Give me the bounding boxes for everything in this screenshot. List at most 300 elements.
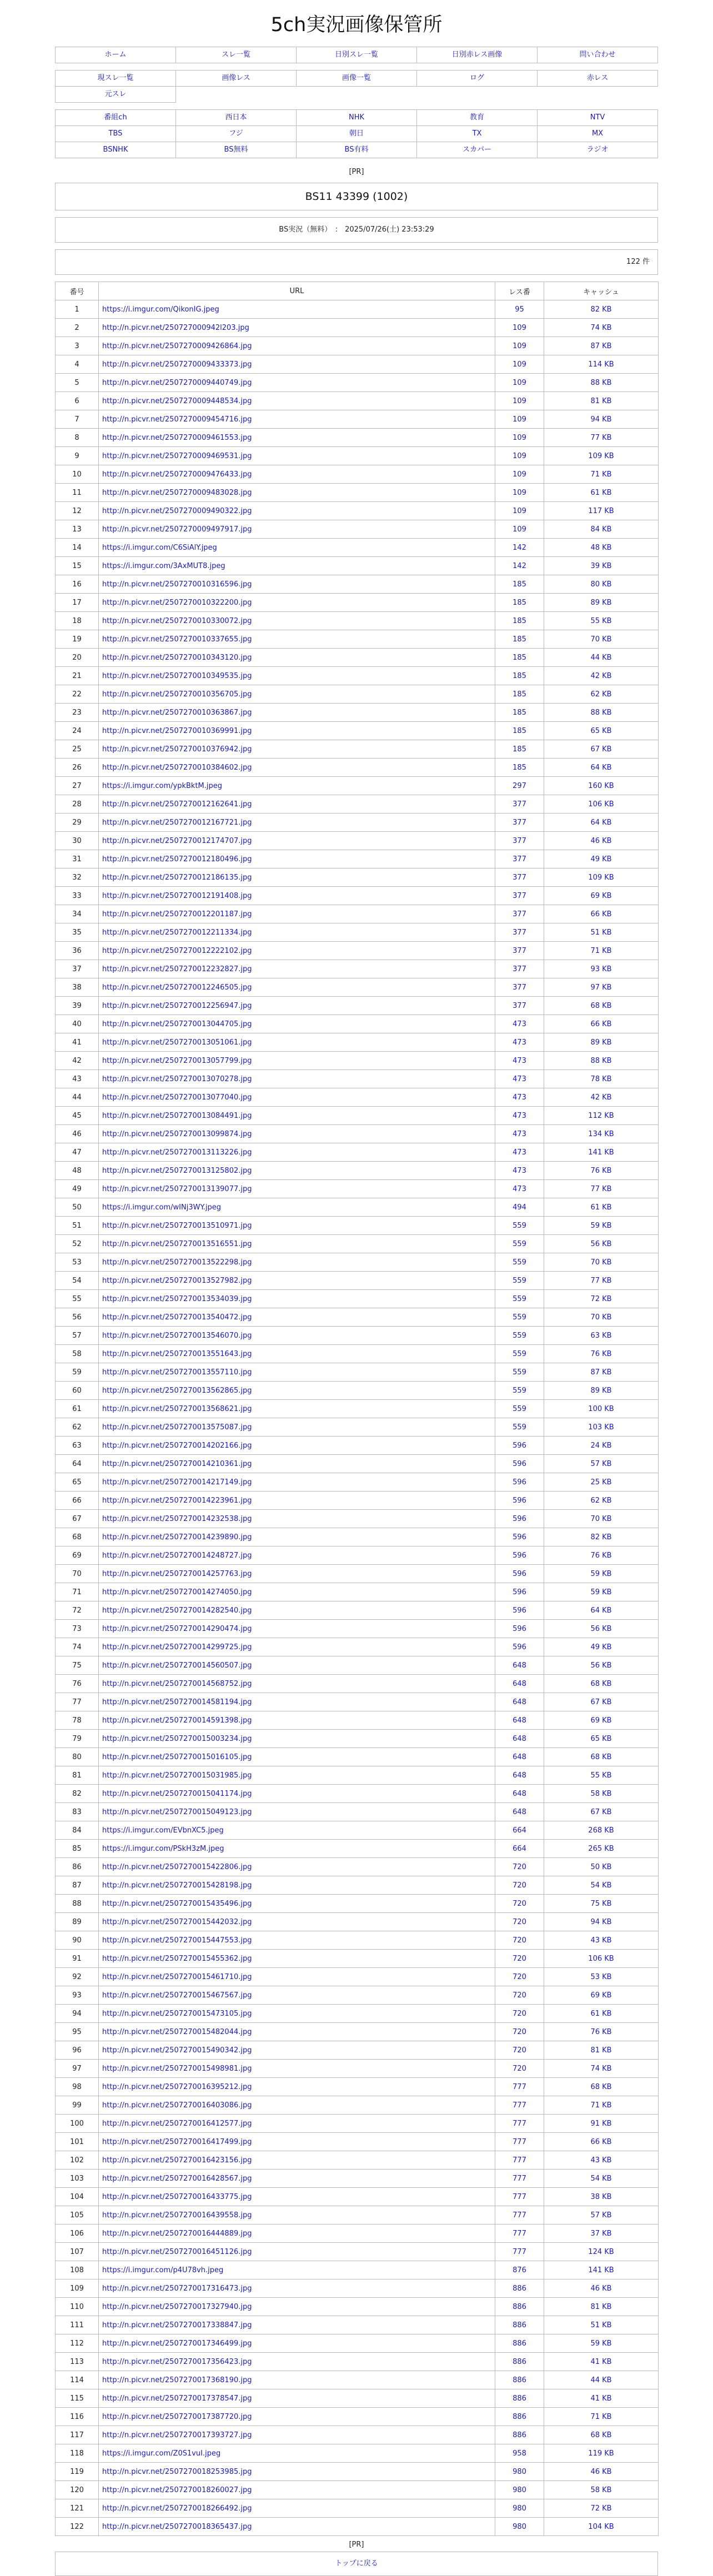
row-res-number[interactable]: 559 bbox=[495, 1400, 544, 1418]
row-cache-size[interactable]: 56 KB bbox=[544, 1656, 659, 1675]
row-cache-size[interactable]: 91 KB bbox=[544, 2115, 659, 2133]
row-res-number[interactable]: 777 bbox=[495, 2225, 544, 2243]
row-cache-size[interactable]: 46 KB bbox=[544, 2463, 659, 2481]
row-cache-size[interactable]: 104 KB bbox=[544, 2518, 659, 2536]
row-cache-size[interactable]: 65 KB bbox=[544, 722, 659, 740]
row-cache-size[interactable]: 81 KB bbox=[544, 2298, 659, 2316]
image-url-link[interactable]: http://n.picvr.net/2507270013057799.jpg bbox=[102, 1056, 252, 1065]
row-res-number[interactable]: 720 bbox=[495, 1950, 544, 1968]
row-cache-size[interactable]: 78 KB bbox=[544, 1070, 659, 1088]
image-url-link[interactable]: http://n.picvr.net/2507270013568621.jpg bbox=[102, 1404, 252, 1413]
row-res-number[interactable]: 648 bbox=[495, 1748, 544, 1766]
image-url-link[interactable]: http://n.picvr.net/2507270016428567.jpg bbox=[102, 2174, 252, 2183]
row-res-number[interactable]: 109 bbox=[495, 374, 544, 392]
row-res-number[interactable]: 142 bbox=[495, 539, 544, 557]
image-url-link[interactable]: http://n.picvr.net/2507270009497917.jpg bbox=[102, 525, 252, 534]
row-res-number[interactable]: 980 bbox=[495, 2463, 544, 2481]
row-cache-size[interactable]: 71 KB bbox=[544, 942, 659, 960]
row-cache-size[interactable]: 62 KB bbox=[544, 685, 659, 704]
row-res-number[interactable]: 777 bbox=[495, 2133, 544, 2151]
row-res-number[interactable]: 559 bbox=[495, 1235, 544, 1253]
row-cache-size[interactable]: 68 KB bbox=[544, 2078, 659, 2096]
row-res-number[interactable]: 596 bbox=[495, 1455, 544, 1473]
row-cache-size[interactable]: 77 KB bbox=[544, 429, 659, 447]
row-res-number[interactable]: 185 bbox=[495, 740, 544, 759]
row-res-number[interactable]: 777 bbox=[495, 2188, 544, 2206]
row-res-number[interactable]: 109 bbox=[495, 429, 544, 447]
row-cache-size[interactable]: 109 KB bbox=[544, 447, 659, 465]
image-url-link[interactable]: http://n.picvr.net/2507270012246505.jpg bbox=[102, 983, 252, 992]
row-res-number[interactable]: 720 bbox=[495, 1876, 544, 1895]
image-url-link[interactable]: http://n.picvr.net/2507270017316473.jpg bbox=[102, 2284, 252, 2293]
row-res-number[interactable]: 777 bbox=[495, 2206, 544, 2225]
row-res-number[interactable]: 886 bbox=[495, 2279, 544, 2298]
image-url-link[interactable]: http://n.picvr.net/2507270015016105.jpg bbox=[102, 1753, 252, 1761]
image-url-link[interactable]: http://n.picvr.net/2507270013557110.jpg bbox=[102, 1368, 252, 1377]
image-url-link[interactable]: http://n.picvr.net/2507270014202166.jpg bbox=[102, 1441, 252, 1450]
image-url-link[interactable]: http://n.picvr.net/2507270015031985.jpg bbox=[102, 1771, 252, 1780]
image-url-link[interactable]: http://n.picvr.net/2507270013077040.jpg bbox=[102, 1093, 252, 1102]
channel-link[interactable]: 教育 bbox=[417, 110, 538, 126]
image-url-link[interactable]: http://n.picvr.net/2507270012256947.jpg bbox=[102, 1001, 252, 1010]
row-cache-size[interactable]: 71 KB bbox=[544, 465, 659, 484]
row-res-number[interactable]: 185 bbox=[495, 594, 544, 612]
row-cache-size[interactable]: 68 KB bbox=[544, 1748, 659, 1766]
image-url-link[interactable]: http://n.picvr.net/2507270014248727.jpg bbox=[102, 1551, 252, 1560]
row-res-number[interactable]: 648 bbox=[495, 1766, 544, 1785]
row-res-number[interactable]: 559 bbox=[495, 1382, 544, 1400]
row-cache-size[interactable]: 89 KB bbox=[544, 594, 659, 612]
row-res-number[interactable]: 886 bbox=[495, 2389, 544, 2408]
image-url-link[interactable]: http://n.picvr.net/2507270013575087.jpg bbox=[102, 1423, 252, 1432]
image-url-link[interactable]: http://n.picvr.net/2507270013562865.jpg bbox=[102, 1386, 252, 1395]
image-url-link[interactable]: http://n.picvr.net/2507270013139077.jpg bbox=[102, 1184, 252, 1193]
image-url-link[interactable]: http://n.picvr.net/2507270017338847.jpg bbox=[102, 2321, 252, 2329]
image-url-link[interactable]: http://n.picvr.net/2507270015447553.jpg bbox=[102, 1936, 252, 1945]
image-url-link[interactable]: http://n.picvr.net/2507270014257763.jpg bbox=[102, 1569, 252, 1578]
row-res-number[interactable]: 648 bbox=[495, 1675, 544, 1693]
image-url-link[interactable]: http://n.picvr.net/2507270010376942.jpg bbox=[102, 745, 252, 754]
image-url-link[interactable]: http://n.picvr.net/2507270010316596.jpg bbox=[102, 580, 252, 589]
row-cache-size[interactable]: 106 KB bbox=[544, 795, 659, 814]
row-cache-size[interactable]: 89 KB bbox=[544, 1033, 659, 1052]
image-url-link[interactable]: http://n.picvr.net/2507270009440749.jpg bbox=[102, 378, 252, 387]
row-cache-size[interactable]: 25 KB bbox=[544, 1473, 659, 1492]
row-cache-size[interactable]: 53 KB bbox=[544, 1968, 659, 1986]
image-url-link[interactable]: http://n.picvr.net/2507270016433775.jpg bbox=[102, 2192, 252, 2201]
image-url-link[interactable]: https://i.imgur.com/C6SiAlY.jpeg bbox=[102, 543, 217, 552]
row-res-number[interactable]: 980 bbox=[495, 2499, 544, 2518]
row-res-number[interactable]: 473 bbox=[495, 1070, 544, 1088]
row-cache-size[interactable]: 59 KB bbox=[544, 1565, 659, 1583]
row-cache-size[interactable]: 58 KB bbox=[544, 2481, 659, 2499]
row-cache-size[interactable]: 67 KB bbox=[544, 1693, 659, 1711]
image-url-link[interactable]: http://n.picvr.net/2507270015442032.jpg bbox=[102, 1917, 252, 1926]
row-res-number[interactable]: 377 bbox=[495, 850, 544, 868]
row-cache-size[interactable]: 141 KB bbox=[544, 1143, 659, 1162]
row-cache-size[interactable]: 88 KB bbox=[544, 374, 659, 392]
row-cache-size[interactable]: 109 KB bbox=[544, 868, 659, 887]
row-res-number[interactable]: 720 bbox=[495, 2023, 544, 2041]
row-cache-size[interactable]: 119 KB bbox=[544, 2444, 659, 2463]
image-url-link[interactable]: http://n.picvr.net/2507270012191408.jpg bbox=[102, 891, 252, 900]
row-res-number[interactable]: 473 bbox=[495, 1088, 544, 1107]
row-cache-size[interactable]: 46 KB bbox=[544, 832, 659, 850]
row-cache-size[interactable]: 55 KB bbox=[544, 612, 659, 630]
image-url-link[interactable]: http://n.picvr.net/2507270014591398.jpg bbox=[102, 1716, 252, 1725]
image-url-link[interactable]: http://n.picvr.net/250727000942l203.jpg bbox=[102, 323, 249, 332]
row-res-number[interactable]: 473 bbox=[495, 1180, 544, 1198]
image-url-link[interactable]: http://n.picvr.net/2507270015490342.jpg bbox=[102, 2046, 252, 2055]
row-res-number[interactable]: 596 bbox=[495, 1601, 544, 1620]
image-url-link[interactable]: http://n.picvr.net/2507270013534039.jpg bbox=[102, 1294, 252, 1303]
row-cache-size[interactable]: 160 KB bbox=[544, 777, 659, 795]
row-cache-size[interactable]: 76 KB bbox=[544, 2023, 659, 2041]
row-cache-size[interactable]: 114 KB bbox=[544, 355, 659, 374]
row-cache-size[interactable]: 93 KB bbox=[544, 960, 659, 978]
row-res-number[interactable]: 596 bbox=[495, 1492, 544, 1510]
row-res-number[interactable]: 95 bbox=[495, 300, 544, 319]
row-res-number[interactable]: 777 bbox=[495, 2151, 544, 2170]
image-url-link[interactable]: http://n.picvr.net/2507270010322200.jpg bbox=[102, 598, 252, 607]
row-res-number[interactable]: 377 bbox=[495, 868, 544, 887]
row-cache-size[interactable]: 82 KB bbox=[544, 300, 659, 319]
row-cache-size[interactable]: 54 KB bbox=[544, 1876, 659, 1895]
row-cache-size[interactable]: 43 KB bbox=[544, 2151, 659, 2170]
image-url-link[interactable]: http://n.picvr.net/2507270015041174.jpg bbox=[102, 1789, 252, 1798]
row-cache-size[interactable]: 88 KB bbox=[544, 704, 659, 722]
image-url-link[interactable]: http://n.picvr.net/2507270013540472.jpg bbox=[102, 1313, 252, 1322]
row-res-number[interactable]: 648 bbox=[495, 1785, 544, 1803]
row-res-number[interactable]: 596 bbox=[495, 1546, 544, 1565]
row-res-number[interactable]: 886 bbox=[495, 2426, 544, 2444]
row-res-number[interactable]: 473 bbox=[495, 1052, 544, 1070]
row-cache-size[interactable]: 87 KB bbox=[544, 337, 659, 355]
image-url-link[interactable]: http://n.picvr.net/2507270016423156.jpg bbox=[102, 2156, 252, 2165]
row-cache-size[interactable]: 69 KB bbox=[544, 1986, 659, 2005]
image-url-link[interactable]: https://i.imgur.com/p4U78vh.jpeg bbox=[102, 2266, 224, 2274]
image-url-link[interactable]: http://n.picvr.net/2507270015435496.jpg bbox=[102, 1899, 252, 1908]
channel-link[interactable]: ラジオ bbox=[538, 142, 658, 158]
row-cache-size[interactable]: 42 KB bbox=[544, 1088, 659, 1107]
image-url-link[interactable]: https://i.imgur.com/3AxMUT8.jpeg bbox=[102, 561, 225, 570]
image-url-link[interactable]: http://n.picvr.net/2507270009490322.jpg bbox=[102, 506, 252, 515]
row-cache-size[interactable]: 66 KB bbox=[544, 1015, 659, 1033]
image-url-link[interactable]: http://n.picvr.net/2507270017356423.jpg bbox=[102, 2357, 252, 2366]
image-url-link[interactable]: http://n.picvr.net/2507270016444889.jpg bbox=[102, 2229, 252, 2238]
row-res-number[interactable]: 473 bbox=[495, 1107, 544, 1125]
row-res-number[interactable]: 664 bbox=[495, 1840, 544, 1858]
row-cache-size[interactable]: 70 KB bbox=[544, 1510, 659, 1528]
image-url-link[interactable]: http://n.picvr.net/2507270009454716.jpg bbox=[102, 415, 252, 424]
row-res-number[interactable]: 720 bbox=[495, 2060, 544, 2078]
image-url-link[interactable]: http://n.picvr.net/2507270014223961.jpg bbox=[102, 1496, 252, 1505]
row-cache-size[interactable]: 68 KB bbox=[544, 997, 659, 1015]
row-cache-size[interactable]: 71 KB bbox=[544, 2408, 659, 2426]
row-res-number[interactable]: 185 bbox=[495, 704, 544, 722]
row-res-number[interactable]: 648 bbox=[495, 1803, 544, 1821]
image-url-link[interactable]: http://n.picvr.net/2507270012232827.jpg bbox=[102, 965, 252, 973]
row-res-number[interactable]: 185 bbox=[495, 667, 544, 685]
row-res-number[interactable]: 109 bbox=[495, 355, 544, 374]
row-res-number[interactable]: 596 bbox=[495, 1528, 544, 1546]
row-cache-size[interactable]: 54 KB bbox=[544, 2170, 659, 2188]
row-res-number[interactable]: 109 bbox=[495, 465, 544, 484]
row-cache-size[interactable]: 71 KB bbox=[544, 2096, 659, 2115]
image-url-link[interactable]: http://n.picvr.net/2507270017346499.jpg bbox=[102, 2339, 252, 2348]
row-res-number[interactable]: 473 bbox=[495, 1162, 544, 1180]
image-url-link[interactable]: http://n.picvr.net/2507270015455362.jpg bbox=[102, 1954, 252, 1963]
row-res-number[interactable]: 980 bbox=[495, 2481, 544, 2499]
row-cache-size[interactable]: 103 KB bbox=[544, 1418, 659, 1437]
image-url-link[interactable]: http://n.picvr.net/2507270013516551.jpg bbox=[102, 1239, 252, 1248]
row-cache-size[interactable]: 49 KB bbox=[544, 1638, 659, 1656]
row-res-number[interactable]: 142 bbox=[495, 557, 544, 575]
image-url-link[interactable]: http://n.picvr.net/2507270013099874.jpg bbox=[102, 1129, 252, 1138]
image-url-link[interactable]: http://n.picvr.net/2507270015461710.jpg bbox=[102, 1972, 252, 1981]
row-cache-size[interactable]: 76 KB bbox=[544, 1162, 659, 1180]
image-url-link[interactable]: http://n.picvr.net/2507270014299725.jpg bbox=[102, 1643, 252, 1651]
image-url-link[interactable]: http://n.picvr.net/2507270012186135.jpg bbox=[102, 873, 252, 882]
row-res-number[interactable]: 958 bbox=[495, 2444, 544, 2463]
row-res-number[interactable]: 109 bbox=[495, 319, 544, 337]
row-cache-size[interactable]: 77 KB bbox=[544, 1180, 659, 1198]
row-cache-size[interactable]: 41 KB bbox=[544, 2389, 659, 2408]
image-url-link[interactable]: http://n.picvr.net/2507270016417499.jpg bbox=[102, 2137, 252, 2146]
row-cache-size[interactable]: 61 KB bbox=[544, 1198, 659, 1217]
row-res-number[interactable]: 648 bbox=[495, 1711, 544, 1730]
channel-link[interactable]: MX bbox=[538, 126, 658, 142]
row-res-number[interactable]: 596 bbox=[495, 1638, 544, 1656]
image-url-link[interactable]: http://n.picvr.net/2507270015422806.jpg bbox=[102, 1862, 252, 1871]
row-cache-size[interactable]: 63 KB bbox=[544, 1327, 659, 1345]
row-res-number[interactable]: 377 bbox=[495, 942, 544, 960]
row-cache-size[interactable]: 48 KB bbox=[544, 539, 659, 557]
row-cache-size[interactable]: 67 KB bbox=[544, 1803, 659, 1821]
row-cache-size[interactable]: 74 KB bbox=[544, 2060, 659, 2078]
channel-link[interactable]: BS無料 bbox=[176, 142, 297, 158]
row-res-number[interactable]: 109 bbox=[495, 484, 544, 502]
image-url-link[interactable]: http://n.picvr.net/2507270014239890.jpg bbox=[102, 1533, 252, 1541]
image-url-link[interactable]: http://n.picvr.net/2507270015473105.jpg bbox=[102, 2009, 252, 2018]
nav-current-threads-link[interactable]: 現スレ一覧 bbox=[56, 71, 176, 87]
row-res-number[interactable]: 596 bbox=[495, 1473, 544, 1492]
row-res-number[interactable]: 980 bbox=[495, 2518, 544, 2536]
row-res-number[interactable]: 886 bbox=[495, 2408, 544, 2426]
image-url-link[interactable]: http://n.picvr.net/2507270012180496.jpg bbox=[102, 855, 252, 863]
row-cache-size[interactable]: 50 KB bbox=[544, 1858, 659, 1876]
image-url-link[interactable]: http://n.picvr.net/2507270018266492.jpg bbox=[102, 2504, 252, 2513]
row-cache-size[interactable]: 68 KB bbox=[544, 2426, 659, 2444]
image-url-link[interactable]: http://n.picvr.net/2507270018253985.jpg bbox=[102, 2467, 252, 2476]
image-url-link[interactable]: http://n.picvr.net/2507270010363867.jpg bbox=[102, 708, 252, 717]
row-cache-size[interactable]: 72 KB bbox=[544, 1290, 659, 1308]
row-cache-size[interactable]: 75 KB bbox=[544, 1895, 659, 1913]
row-res-number[interactable]: 185 bbox=[495, 630, 544, 649]
channel-link[interactable]: BS有料 bbox=[297, 142, 417, 158]
image-url-link[interactable]: http://n.picvr.net/2507270016412577.jpg bbox=[102, 2119, 252, 2128]
image-url-link[interactable]: http://n.picvr.net/2507270010356705.jpg bbox=[102, 690, 252, 699]
row-cache-size[interactable]: 56 KB bbox=[544, 1235, 659, 1253]
row-res-number[interactable]: 559 bbox=[495, 1290, 544, 1308]
row-res-number[interactable]: 648 bbox=[495, 1730, 544, 1748]
image-url-link[interactable]: http://n.picvr.net/2507270009433373.jpg bbox=[102, 360, 252, 369]
channel-link[interactable]: 朝日 bbox=[297, 126, 417, 142]
row-res-number[interactable]: 777 bbox=[495, 2078, 544, 2096]
row-cache-size[interactable]: 70 KB bbox=[544, 1308, 659, 1327]
row-cache-size[interactable]: 76 KB bbox=[544, 1546, 659, 1565]
image-url-link[interactable]: http://n.picvr.net/2507270014282540.jpg bbox=[102, 1606, 252, 1615]
channel-link[interactable]: スカパー bbox=[417, 142, 538, 158]
row-cache-size[interactable]: 44 KB bbox=[544, 2371, 659, 2389]
image-url-link[interactable]: http://n.picvr.net/2507270014217149.jpg bbox=[102, 1478, 252, 1487]
channel-link[interactable]: TBS bbox=[56, 126, 176, 142]
image-url-link[interactable]: http://n.picvr.net/2507270009448534.jpg bbox=[102, 396, 252, 405]
row-cache-size[interactable]: 69 KB bbox=[544, 1711, 659, 1730]
row-res-number[interactable]: 886 bbox=[495, 2371, 544, 2389]
channel-link[interactable]: NTV bbox=[538, 110, 658, 126]
row-cache-size[interactable]: 70 KB bbox=[544, 1253, 659, 1272]
image-url-link[interactable]: https://i.imgur.com/Z0S1vuI.jpeg bbox=[102, 2449, 221, 2458]
row-res-number[interactable]: 559 bbox=[495, 1418, 544, 1437]
image-url-link[interactable]: http://n.picvr.net/2507270012167721.jpg bbox=[102, 818, 252, 827]
image-url-link[interactable]: http://n.picvr.net/2507270016439558.jpg bbox=[102, 2211, 252, 2220]
row-cache-size[interactable]: 64 KB bbox=[544, 759, 659, 777]
row-cache-size[interactable]: 55 KB bbox=[544, 1766, 659, 1785]
nav-log-link[interactable]: ログ bbox=[417, 71, 538, 87]
row-res-number[interactable]: 777 bbox=[495, 2170, 544, 2188]
image-url-link[interactable]: http://n.picvr.net/2507270016403086.jpg bbox=[102, 2101, 252, 2110]
row-res-number[interactable]: 886 bbox=[495, 2334, 544, 2353]
row-res-number[interactable]: 473 bbox=[495, 1143, 544, 1162]
row-res-number[interactable]: 720 bbox=[495, 1895, 544, 1913]
row-res-number[interactable]: 596 bbox=[495, 1510, 544, 1528]
row-res-number[interactable]: 109 bbox=[495, 502, 544, 520]
row-res-number[interactable]: 185 bbox=[495, 575, 544, 594]
row-cache-size[interactable]: 61 KB bbox=[544, 484, 659, 502]
nav-thread-list-link[interactable]: スレ一覧 bbox=[176, 47, 297, 63]
row-res-number[interactable]: 886 bbox=[495, 2353, 544, 2371]
row-cache-size[interactable]: 39 KB bbox=[544, 557, 659, 575]
image-url-link[interactable]: http://n.picvr.net/2507270013546070.jpg bbox=[102, 1331, 252, 1340]
image-url-link[interactable]: http://n.picvr.net/2507270017327940.jpg bbox=[102, 2302, 252, 2311]
image-url-link[interactable]: http://n.picvr.net/2507270010384602.jpg bbox=[102, 763, 252, 772]
image-url-link[interactable]: http://n.picvr.net/2507270014568752.jpg bbox=[102, 1679, 252, 1688]
row-res-number[interactable]: 185 bbox=[495, 612, 544, 630]
image-url-link[interactable]: http://n.picvr.net/2507270013522298.jpg bbox=[102, 1258, 252, 1267]
row-cache-size[interactable]: 42 KB bbox=[544, 667, 659, 685]
image-url-link[interactable]: http://n.picvr.net/2507270013113226.jpg bbox=[102, 1148, 252, 1157]
row-cache-size[interactable]: 57 KB bbox=[544, 2206, 659, 2225]
row-res-number[interactable]: 377 bbox=[495, 814, 544, 832]
row-res-number[interactable]: 559 bbox=[495, 1308, 544, 1327]
row-cache-size[interactable]: 46 KB bbox=[544, 2279, 659, 2298]
row-cache-size[interactable]: 100 KB bbox=[544, 1400, 659, 1418]
row-cache-size[interactable]: 82 KB bbox=[544, 1528, 659, 1546]
image-url-link[interactable]: https://i.imgur.com/wINj3WY.jpeg bbox=[102, 1203, 222, 1212]
image-url-link[interactable]: http://n.picvr.net/2507270017368190.jpg bbox=[102, 2376, 252, 2384]
channel-link[interactable]: NHK bbox=[297, 110, 417, 126]
row-res-number[interactable]: 720 bbox=[495, 1913, 544, 1931]
nav-image-res-link[interactable]: 画像レス bbox=[176, 71, 297, 87]
row-res-number[interactable]: 876 bbox=[495, 2261, 544, 2279]
image-url-link[interactable]: http://n.picvr.net/2507270013084491.jpg bbox=[102, 1111, 252, 1120]
image-url-link[interactable]: https://i.imgur.com/QikonIG.jpeg bbox=[102, 305, 219, 314]
channel-link[interactable]: 西日本 bbox=[176, 110, 297, 126]
channel-link[interactable]: フジ bbox=[176, 126, 297, 142]
row-cache-size[interactable]: 64 KB bbox=[544, 1601, 659, 1620]
row-res-number[interactable]: 720 bbox=[495, 1931, 544, 1950]
row-res-number[interactable]: 886 bbox=[495, 2298, 544, 2316]
image-url-link[interactable]: http://n.picvr.net/2507270015467567.jpg bbox=[102, 1991, 252, 2000]
image-url-link[interactable]: http://n.picvr.net/2507270010337655.jpg bbox=[102, 635, 252, 644]
row-res-number[interactable]: 559 bbox=[495, 1327, 544, 1345]
row-res-number[interactable]: 596 bbox=[495, 1620, 544, 1638]
image-url-link[interactable]: http://n.picvr.net/2507270014560507.jpg bbox=[102, 1661, 252, 1670]
row-cache-size[interactable]: 72 KB bbox=[544, 2499, 659, 2518]
image-url-link[interactable]: http://n.picvr.net/2507270012174707.jpg bbox=[102, 836, 252, 845]
image-url-link[interactable]: http://n.picvr.net/2507270017387720.jpg bbox=[102, 2412, 252, 2421]
image-url-link[interactable]: http://n.picvr.net/2507270010330072.jpg bbox=[102, 616, 252, 625]
image-url-link[interactable]: http://n.picvr.net/2507270012222102.jpg bbox=[102, 946, 252, 955]
row-res-number[interactable]: 473 bbox=[495, 1125, 544, 1143]
image-url-link[interactable]: http://n.picvr.net/2507270013551643.jpg bbox=[102, 1349, 252, 1358]
row-res-number[interactable]: 185 bbox=[495, 649, 544, 667]
row-cache-size[interactable]: 68 KB bbox=[544, 1675, 659, 1693]
row-cache-size[interactable]: 57 KB bbox=[544, 1455, 659, 1473]
image-url-link[interactable]: http://n.picvr.net/2507270016451126.jpg bbox=[102, 2247, 252, 2256]
row-res-number[interactable]: 185 bbox=[495, 685, 544, 704]
row-cache-size[interactable]: 41 KB bbox=[544, 2353, 659, 2371]
back-to-top-link[interactable]: トップに戻る bbox=[55, 2552, 658, 2576]
nav-contact-link[interactable]: 問い合わせ bbox=[538, 47, 658, 63]
row-cache-size[interactable]: 94 KB bbox=[544, 1913, 659, 1931]
channel-link[interactable]: BSNHK bbox=[56, 142, 176, 158]
row-cache-size[interactable]: 24 KB bbox=[544, 1437, 659, 1455]
row-res-number[interactable]: 185 bbox=[495, 759, 544, 777]
image-url-link[interactable]: http://n.picvr.net/2507270014274050.jpg bbox=[102, 1588, 252, 1596]
image-url-link[interactable]: http://n.picvr.net/2507270017393727.jpg bbox=[102, 2431, 252, 2439]
image-url-link[interactable]: http://n.picvr.net/2507270014290474.jpg bbox=[102, 1624, 252, 1633]
row-cache-size[interactable]: 81 KB bbox=[544, 392, 659, 410]
channel-link[interactable]: TX bbox=[417, 126, 538, 142]
image-url-link[interactable]: http://n.picvr.net/2507270015482044.jpg bbox=[102, 2027, 252, 2036]
row-cache-size[interactable]: 66 KB bbox=[544, 905, 659, 923]
row-res-number[interactable]: 648 bbox=[495, 1656, 544, 1675]
row-cache-size[interactable]: 44 KB bbox=[544, 649, 659, 667]
row-cache-size[interactable]: 76 KB bbox=[544, 1345, 659, 1363]
row-res-number[interactable]: 596 bbox=[495, 1437, 544, 1455]
row-res-number[interactable]: 720 bbox=[495, 1986, 544, 2005]
row-cache-size[interactable]: 88 KB bbox=[544, 1052, 659, 1070]
row-cache-size[interactable]: 89 KB bbox=[544, 1382, 659, 1400]
row-res-number[interactable]: 109 bbox=[495, 410, 544, 429]
row-cache-size[interactable]: 59 KB bbox=[544, 1217, 659, 1235]
image-url-link[interactable]: http://n.picvr.net/2507270015498981.jpg bbox=[102, 2064, 252, 2073]
row-res-number[interactable]: 297 bbox=[495, 777, 544, 795]
row-res-number[interactable]: 777 bbox=[495, 2096, 544, 2115]
row-res-number[interactable]: 664 bbox=[495, 1821, 544, 1840]
row-res-number[interactable]: 559 bbox=[495, 1217, 544, 1235]
image-url-link[interactable]: http://n.picvr.net/2507270016395212.jpg bbox=[102, 2082, 252, 2091]
row-cache-size[interactable]: 106 KB bbox=[544, 1950, 659, 1968]
row-res-number[interactable]: 720 bbox=[495, 1968, 544, 1986]
image-url-link[interactable]: http://n.picvr.net/2507270009426864.jpg bbox=[102, 342, 252, 350]
row-res-number[interactable]: 377 bbox=[495, 923, 544, 942]
row-res-number[interactable]: 473 bbox=[495, 1033, 544, 1052]
row-cache-size[interactable]: 117 KB bbox=[544, 502, 659, 520]
row-cache-size[interactable]: 61 KB bbox=[544, 2005, 659, 2023]
